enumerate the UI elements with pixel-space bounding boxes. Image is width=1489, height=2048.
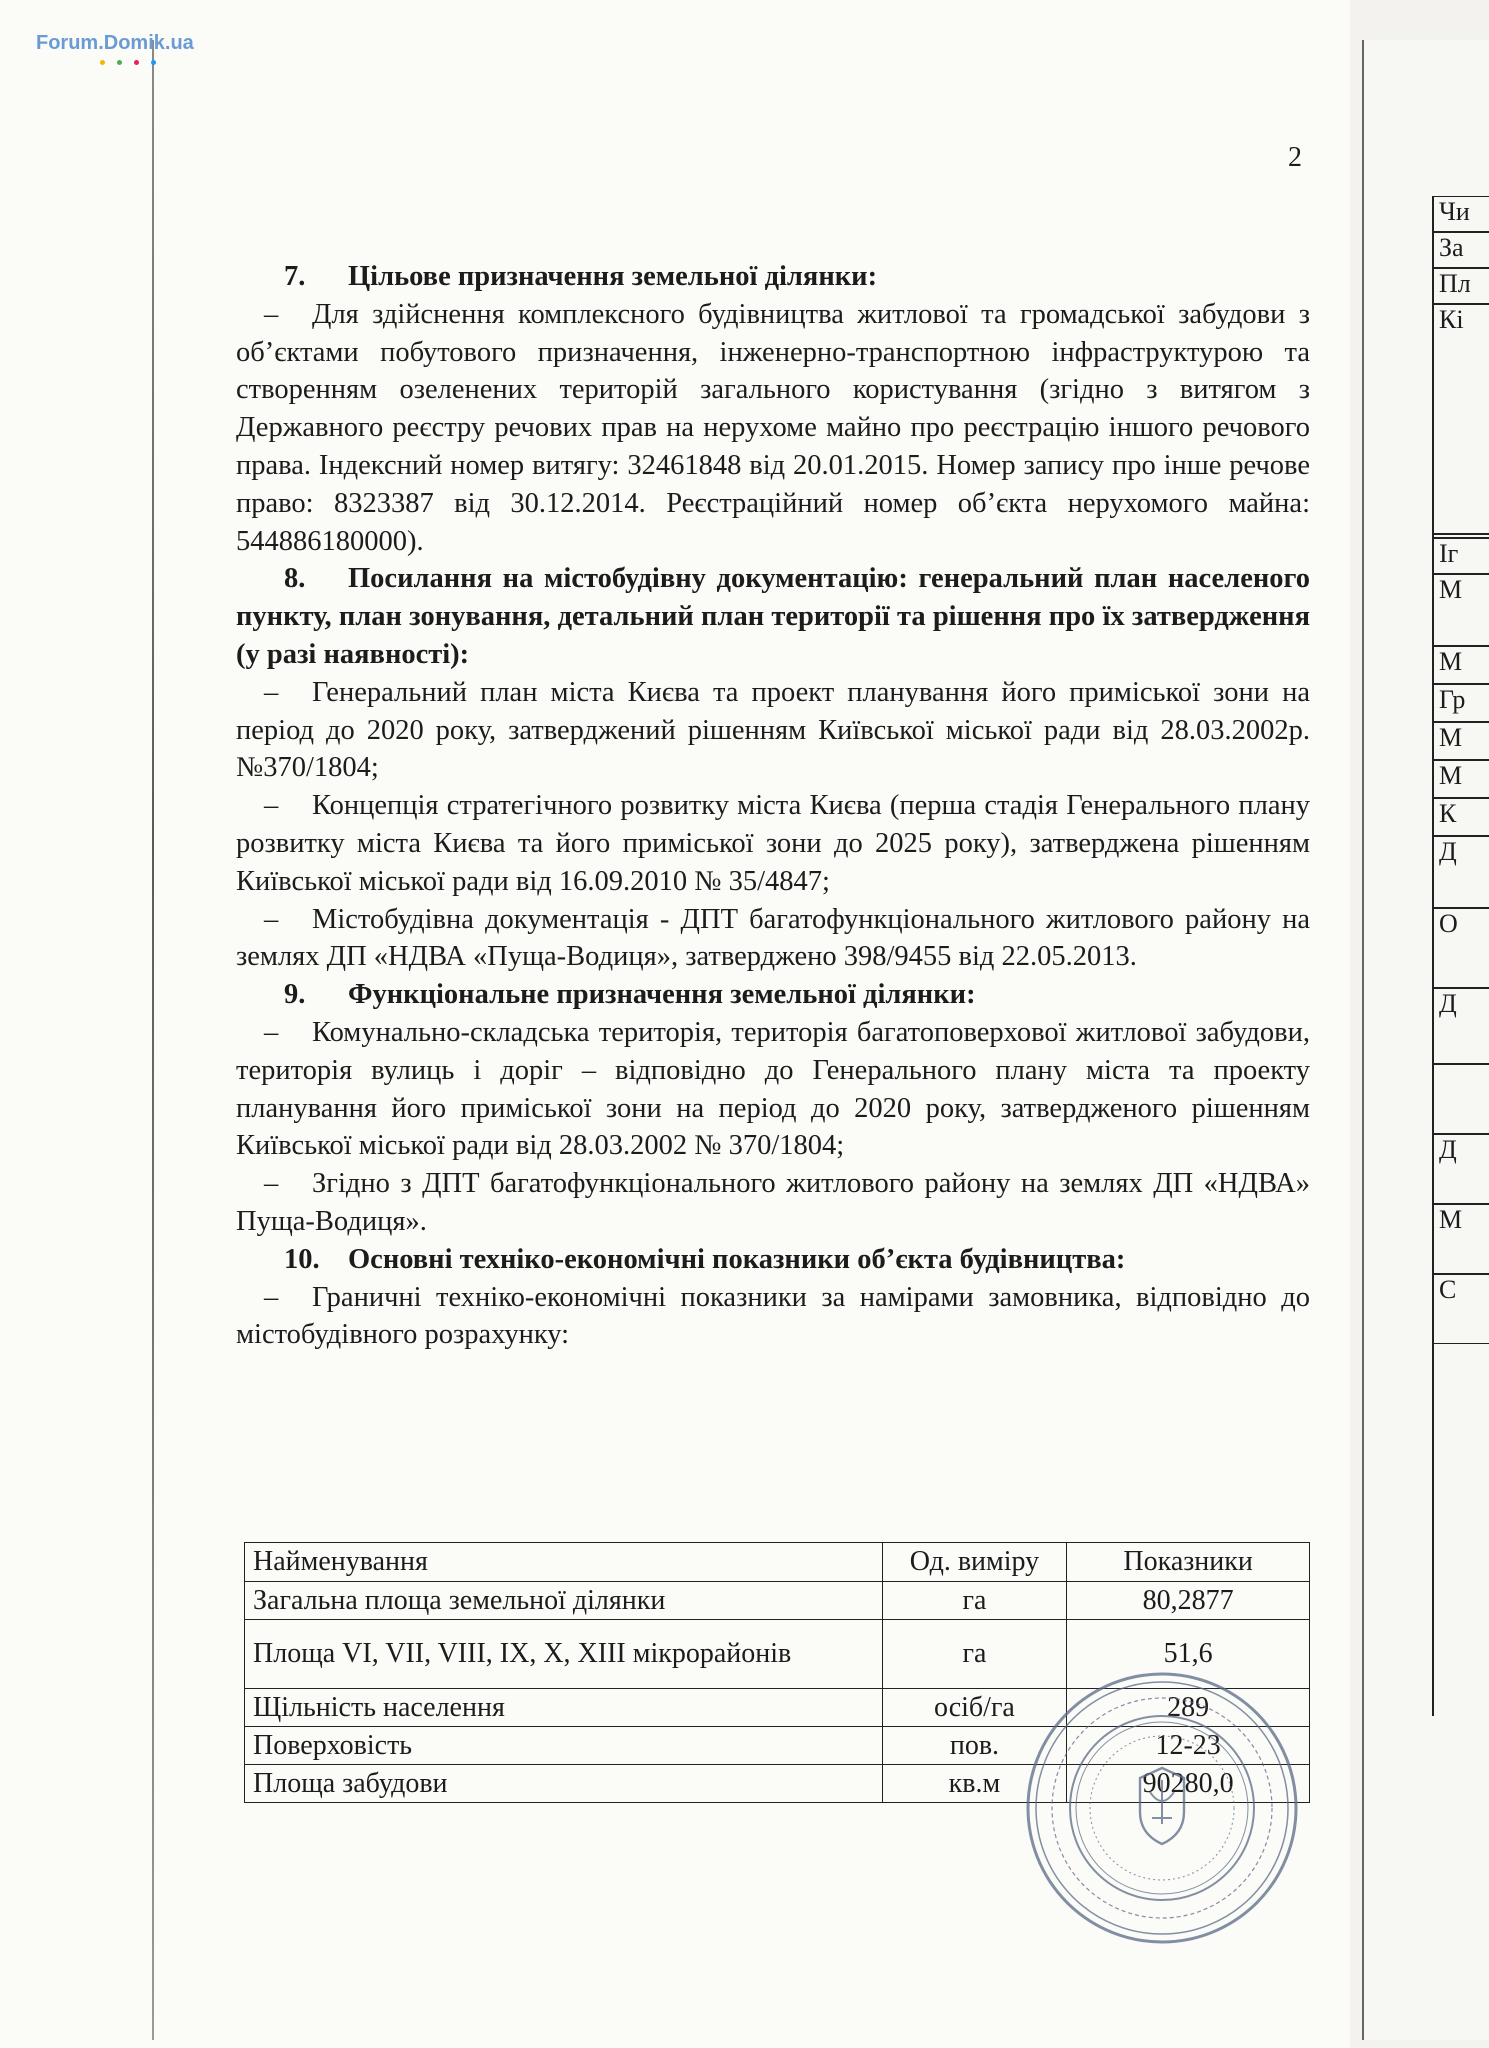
watermark-dot bbox=[151, 60, 156, 65]
cell-unit: га bbox=[882, 1620, 1067, 1689]
item-text: Концепція стратегічного розвитку міста Києва (перша стадія Генерального плану розвитку міста Києва та його приміської зони до 2025 року), затверджена рішенням Київської міської ради від 16.09.2010 № 35/4847; bbox=[236, 790, 1310, 897]
adjacent-cell: Кі bbox=[1432, 304, 1489, 534]
adjacent-cell: О bbox=[1432, 908, 1489, 988]
section-number: 7. bbox=[284, 261, 306, 292]
cell-unit: га bbox=[882, 1582, 1067, 1620]
watermark-dot bbox=[134, 60, 139, 65]
section-heading bbox=[236, 976, 1310, 1014]
cell-unit: кв.м bbox=[882, 1765, 1067, 1803]
table-row bbox=[245, 1582, 1310, 1620]
cell-unit: пов. bbox=[882, 1727, 1067, 1765]
dash-bullet: – bbox=[264, 903, 279, 935]
cell-name: Щільність населення bbox=[245, 1689, 883, 1727]
item-text: Граничні техніко-економічні показники за намірами замовника, відповідно до містобудівного розрахунку: bbox=[236, 1281, 1310, 1351]
official-seal-icon bbox=[1022, 1668, 1302, 1948]
adjacent-cell: С bbox=[1432, 1274, 1489, 1344]
item-text: Для здійснення комплексного будівництва житлової та громадської забудови з об’єктами побутового призначення, інженерно-транспортною інфраструктурою та створенням озеленених територій загального користування (згідно з витягом з Державного реєстру речових прав на нерухоме майно про реєстрацію іншого речового права. Індексний номер витягу: 32461848 від 20.01.2015. Номер запису про інше речове право: 8323387 від 30.12.2014. Реєстраційний номер об’єкта нерухомого майна: 544886180000). bbox=[236, 298, 1310, 557]
watermark-dot bbox=[100, 60, 105, 65]
site-watermark: Forum.Domik.ua bbox=[36, 32, 194, 54]
page-number: 2 bbox=[1288, 142, 1302, 173]
adjacent-cell: Чи bbox=[1432, 196, 1489, 232]
section-item bbox=[236, 674, 1310, 787]
cell-name: Площа VI, VII, VIII, IX, X, XIII мікрорайонів bbox=[245, 1620, 883, 1689]
adjacent-cell: М bbox=[1432, 760, 1489, 798]
cell-unit: осіб/га bbox=[882, 1689, 1067, 1727]
document-body bbox=[236, 258, 1310, 1354]
adjacent-cell: М bbox=[1432, 646, 1489, 684]
cell-name: Поверховість bbox=[245, 1727, 883, 1765]
section-item bbox=[236, 787, 1310, 900]
dash-bullet: – bbox=[264, 1168, 279, 1200]
cell-value: 51,6 bbox=[1067, 1620, 1310, 1689]
item-text: Містобудівна документація - ДПТ багатофункціонального житлового району на землях ДП «НДВА «Пуща-Водиця», затверджено 398/9455 від 22.05.2013. bbox=[236, 903, 1310, 973]
cell-value: 289 bbox=[1067, 1689, 1310, 1727]
adjacent-cell: Іг bbox=[1432, 538, 1489, 574]
section-number: 9. bbox=[284, 979, 306, 1011]
cell-name: Загальна площа земельної ділянки bbox=[245, 1582, 883, 1620]
binding-fold-line bbox=[152, 40, 154, 2040]
adjacent-cell: Гр bbox=[1432, 684, 1489, 722]
section-heading bbox=[236, 560, 1310, 673]
section-item bbox=[236, 296, 1310, 561]
item-text: Згідно з ДПТ багатофункціонального житлового району на землях ДП «НДВА» Пуща-Водиця». bbox=[236, 1168, 1310, 1237]
dash-bullet: – bbox=[264, 1281, 279, 1313]
adjacent-cell: М bbox=[1432, 722, 1489, 760]
cell-value: 90280,0 bbox=[1067, 1765, 1310, 1803]
watermark-dots bbox=[100, 60, 156, 65]
adjacent-cell: К bbox=[1432, 798, 1489, 836]
section-item bbox=[236, 1279, 1310, 1355]
section-item bbox=[236, 1014, 1310, 1165]
section-title: Функціональне призначення земельної ділянки: bbox=[348, 979, 976, 1011]
section-title: Основні техніко-економічні показники об’єкта будівництва: bbox=[348, 1243, 1126, 1275]
adjacent-cell: М bbox=[1432, 574, 1489, 646]
cell-name: Площа забудови bbox=[245, 1765, 883, 1803]
column-header-value: Показники bbox=[1067, 1543, 1310, 1582]
item-text: Генеральний план міста Києва та проект планування його приміської зони на період до 2020 року, затверджений рішенням Київської міської ради від 28.03.2002р. №370/1804; bbox=[236, 676, 1310, 784]
column-header-name: Найменування bbox=[245, 1543, 883, 1582]
cell-value: 12-23 bbox=[1067, 1727, 1310, 1765]
dash-bullet: – bbox=[264, 1016, 279, 1048]
dash-bullet: – bbox=[264, 298, 279, 330]
section-heading bbox=[236, 1241, 1310, 1279]
section-item bbox=[236, 1165, 1310, 1241]
section-item bbox=[236, 901, 1310, 977]
adjacent-cell: Д bbox=[1432, 1134, 1489, 1204]
section-title: Посилання на містобудівну документацію: генеральний план населеного пункту, план зонування, детальний план території та рішення про їх затвердження (у разі наявності): bbox=[236, 563, 1310, 670]
item-text: Комунально-складська територія, територія багатоповерхової житлової забудови, територія вулиць і доріг – відповідно до Генерального плану міста та проекту планування його приміської зони на період до 2020 року, затвердженого рішенням Київської міської ради від 28.03.2002 № 370/1804; bbox=[236, 1016, 1310, 1162]
dash-bullet: – bbox=[264, 790, 279, 822]
dash-bullet: – bbox=[264, 676, 279, 708]
adjacent-cell: Д bbox=[1432, 988, 1489, 1064]
cell-value: 80,2877 bbox=[1067, 1582, 1310, 1620]
section-number: 8. bbox=[284, 563, 306, 595]
section-number: 10. bbox=[284, 1243, 320, 1275]
adjacent-cell bbox=[1432, 1064, 1489, 1134]
section-title: Цільове призначення земельної ділянки: bbox=[348, 261, 878, 292]
adjacent-cell: М bbox=[1432, 1204, 1489, 1274]
section-heading bbox=[236, 258, 1310, 296]
watermark-dot bbox=[117, 60, 122, 65]
table-header-row bbox=[245, 1543, 1310, 1582]
adjacent-cell: За bbox=[1432, 232, 1489, 268]
column-header-unit: Од. виміру bbox=[882, 1543, 1067, 1582]
adjacent-cell: Пл bbox=[1432, 268, 1489, 304]
adjacent-cell: Д bbox=[1432, 836, 1489, 908]
